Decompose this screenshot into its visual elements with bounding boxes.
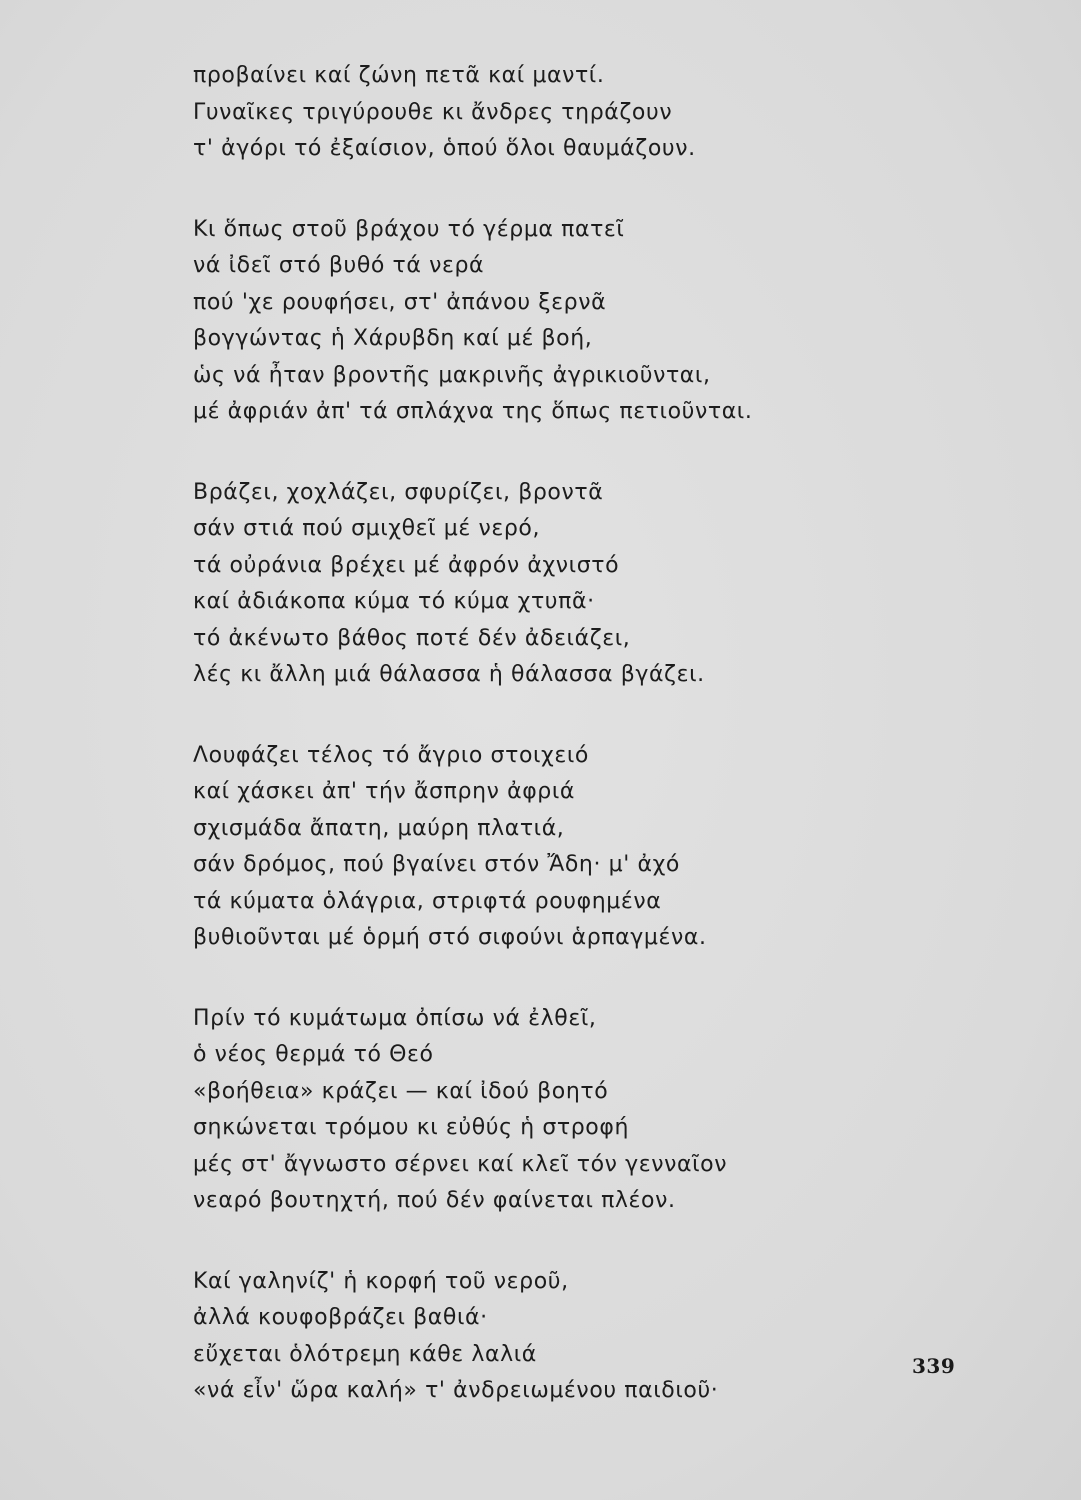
verse-line: τ' ἀγόρι τό ἐξαίσιον, ὁπού ὅλοι θαυμάζουν. xyxy=(193,136,696,161)
verse-line: ὡς νά ἦταν βροντῆς μακρινῆς ἀγρικιοῦνται, xyxy=(193,362,711,388)
verse-line: ὁ νέος θερμά τό Θεό xyxy=(193,1042,434,1067)
verse-line: λές κι ἄλλη μιά θάλασσα ἡ θάλασσα βγάζει. xyxy=(193,662,705,687)
verse-line: Πρίν τό κυμάτωμα ὀπίσω νά ἐλθεῖ, xyxy=(193,1005,597,1031)
verse-line: πού 'χε ρουφήσει, στ' ἀπάνου ξερνᾶ xyxy=(193,289,607,315)
verse-line: καί ἀδιάκοπα κύμα τό κύμα χτυπᾶ· xyxy=(193,589,595,614)
verse-line: Κι ὅπως στοῦ βράχου τό γέρμα πατεῖ xyxy=(193,216,625,242)
verse-line: Λουφάζει τέλος τό ἄγριο στοιχειό xyxy=(193,742,589,768)
stanza xyxy=(193,738,1053,957)
verse-line: Γυναῖκες τριγύρουθε κι ἄνδρες τηράζουν xyxy=(193,99,673,125)
verse-line: μές στ' ἄγνωστο σέρνει καί κλεῖ τόν γενναῖον xyxy=(193,1151,728,1177)
verse-line: βυθιοῦνται μέ ὁρμή στό σιφούνι ἁρπαγμένα. xyxy=(193,925,707,950)
stanza xyxy=(193,58,1053,168)
stanza xyxy=(193,1264,1053,1410)
verse-line: προβαίνει καί ζώνη πετᾶ καί μαντί. xyxy=(193,63,605,88)
verse-line: βογγώντας ἡ Χάρυβδη καί μέ βοή, xyxy=(193,326,593,351)
verse-line: σηκώνεται τρόμου κι εὐθύς ἡ στροφή xyxy=(193,1115,630,1140)
verse-line: τό ἀκένωτο βάθος ποτέ δέν ἀδειάζει, xyxy=(193,625,631,651)
verse-line: μέ ἀφριάν ἀπ' τά σπλάχνα της ὅπως πετιοῦνται. xyxy=(193,399,753,424)
verse-line: «νά εἶν' ὥρα καλή» τ' ἀνδρειωμένου παιδιοῦ· xyxy=(193,1378,719,1403)
verse-line: καί χάσκει ἀπ' τήν ἄσπρην ἀφριά xyxy=(193,779,576,804)
verse-line: εὔχεται ὁλότρεμη κάθε λαλιά xyxy=(193,1341,537,1367)
verse-line: σχισμάδα ἄπατη, μαύρη πλατιά, xyxy=(193,815,565,841)
verse-line: νά ἰδεῖ στό βυθό τά νερά xyxy=(193,253,485,278)
verse-line: Βράζει, χοχλάζει, σφυρίζει, βροντᾶ xyxy=(193,479,604,505)
verse-line: σάν δρόμος, πού βγαίνει στόν Ἄδη· μ' ἀχό xyxy=(193,852,680,877)
verse-line: σάν στιά πού σμιχθεῖ μέ νερό, xyxy=(193,516,541,541)
stanza xyxy=(193,212,1053,431)
verse-line: τά οὐράνια βρέχει μέ ἀφρόν ἀχνιστό xyxy=(193,552,620,578)
stanza xyxy=(193,475,1053,694)
stanza xyxy=(193,1001,1053,1220)
verse-line: Καί γαληνίζ' ἡ κορφή τοῦ νεροῦ, xyxy=(193,1268,569,1294)
page-number: 339 xyxy=(912,1354,956,1378)
verse-line: «βοήθεια» κράζει — καί ἰδού βοητό xyxy=(193,1078,609,1104)
verse-line: τά κύματα ὁλάγρια, στριφτά ρουφημένα xyxy=(193,888,662,914)
verse-line: ἀλλά κουφοβράζει βαθιά· xyxy=(193,1305,488,1330)
poem-body xyxy=(193,58,1053,1454)
verse-line: νεαρό βουτηχτή, πού δέν φαίνεται πλέον. xyxy=(193,1188,676,1213)
